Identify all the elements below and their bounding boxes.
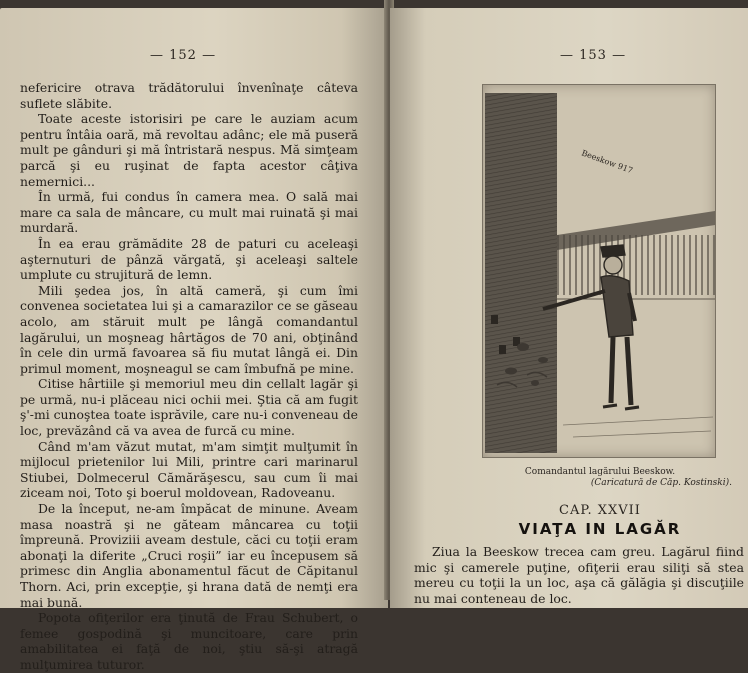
page-number-left: — 152 — bbox=[150, 48, 217, 63]
wall-inscription: Beeskow 917 bbox=[580, 148, 634, 176]
paragraph: În ea erau grămădite 28 de paturi cu aceleaşi aşternuturi de pânză vărgată, şi aceleaşi saltele umplute cu strujitură de lemn. bbox=[20, 235, 358, 283]
chapter-number: CAP. XXVII bbox=[559, 503, 641, 518]
paragraph: Când m'am văzut mutat, m'am simţit mulţumit în mijlocul prietenilor lui Mili, printre cari marinarul Stiubei, Dolmecerul Cămărăşescu, sau cum îi mai ziceam noi, Toto şi boerul moldovean, Radoveanu. bbox=[20, 438, 358, 501]
left-page bbox=[0, 8, 388, 672]
paragraph: Mili şedea jos, în altă cameră, şi cum îmi convenea societatea lui şi a camarazilor ce se găseau acolo, am stăruit mult pe lângă comandantul lagărului, un moşneag hârtăgos de 70 ani, obţinând în cele din urmă favoarea să fiu mutat lângă ei. Din primul moment, moşneagul se cam îmbufnă pe mine. bbox=[20, 282, 358, 376]
paragraph: Toate aceste istorisiri pe care le auziam acum pentru întâia oară, mă revoltau adânc; ele mă puseră mult pe gânduri şi mă întristară nespus. Mă simţeam parcă şi eu ruşinat de fapta acestor câţiva nemernici... bbox=[20, 111, 358, 189]
right-page-text bbox=[414, 544, 744, 606]
paragraph: De la început, ne-am împăcat de minune. Aveam masa noastră şi ne găteam mâncarea cu toţii împreună. Proviziii aveam destule, căci cu toţii eram abonaţi la diferite „Cruci roşii” iar eu începusem să primesc din Anglia abonamentul făcut de Căpitanul Thorn. Aci, prin excepţie, şi hrana dată de nemţi era mai bună. bbox=[20, 501, 358, 610]
page-number-right: — 153 — bbox=[560, 48, 627, 63]
paragraph: Popota ofiţerilor era ţinută de Frau Schubert, o femee gospodină şi muncitoare, care prin amabilitatea ei faţă de noi, ştiu să-şi atragă mulţumirea tuturor. bbox=[20, 610, 358, 672]
paragraph: În urmă, fui condus în camera mea. O sală mai mare ca sala de mâncare, cu mult mai ruinată şi mai murdară. bbox=[20, 189, 358, 236]
left-page-text bbox=[20, 80, 358, 673]
right-page bbox=[390, 8, 748, 608]
illustration-caption: Comandantul lagărului Beeskow. bbox=[524, 467, 676, 477]
caricature-illustration bbox=[482, 84, 716, 458]
illustration-credit: (Caricatură de Căp. Kostinski). bbox=[590, 478, 732, 488]
paragraph: Ziua la Beeskow trecea cam greu. Lagărul fiind mic şi camerele puţine, ofiţerii erau siliţi să stea mereu cu toţii la un loc, aşa că gălăgia şi discuţiile nu mai conteneau de loc. bbox=[414, 544, 744, 606]
chapter-title: VIAŢA IN LAGĂR bbox=[518, 520, 682, 538]
paragraph: Citise hârtiile şi memoriul meu din cellalt lagăr şi pe urmă, nu-i plăceau nici ochii mei. Ştia că am fugit ş'-mi cunoştea toate isprăvile, care nu-i conveneau de loc, prevăzând că va avea de furcă cu mine. bbox=[20, 376, 358, 439]
paragraph: nefericire otrava trădătorului învenînaţe câteva suflete slăbite. bbox=[20, 80, 358, 111]
